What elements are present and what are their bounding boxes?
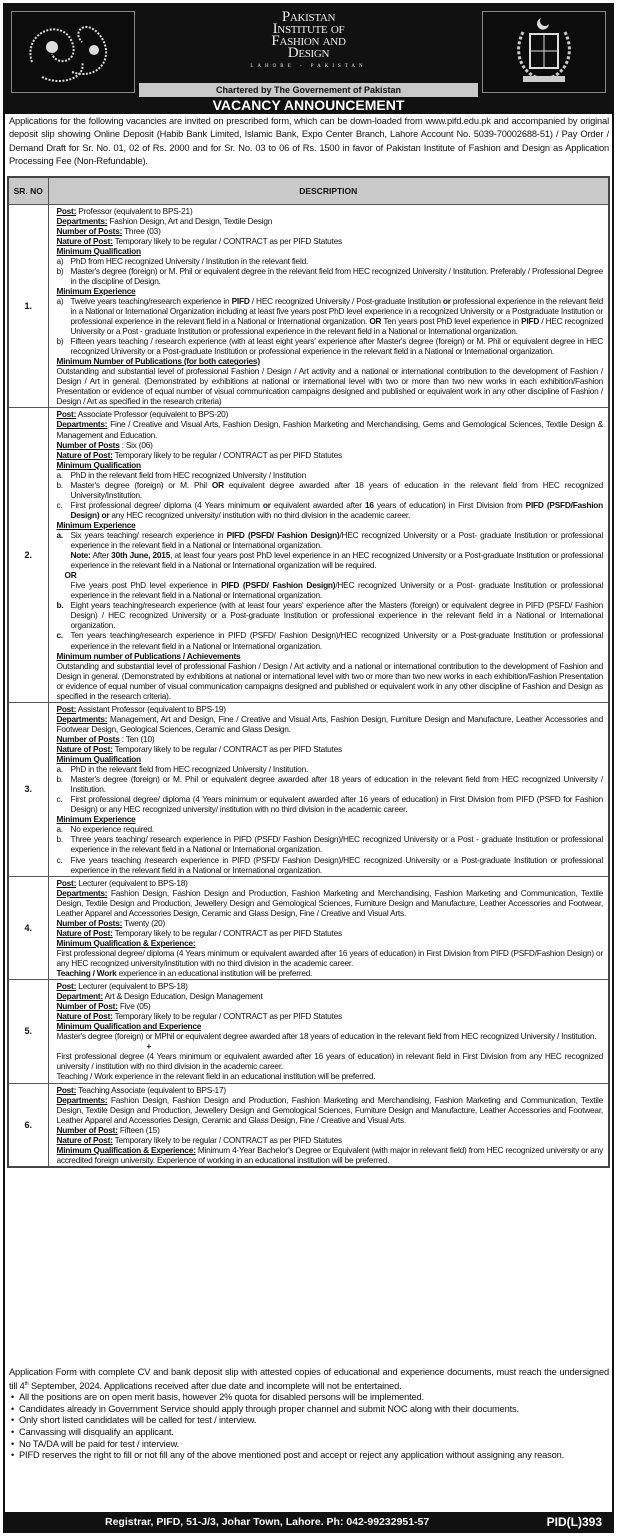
text-part: First professional degree/ diploma (4 Years minimum or equivalent awarded after 16 years of education) in First Division from PIFD (PSFD/Fashion Design) or any HEC recognized university/institution with no third division in the academic career. xyxy=(56,947,603,968)
text-part: PIFD (PSFD/ Fashion Design) xyxy=(226,530,340,540)
field-number-of-post xyxy=(57,1001,604,1011)
text-part: professional experience in the relevant field in a National or International Organization including at least five years post PhD level experience in a recognized University or a Postgraduate Institution or professional experience in the relevant field in a National or International organization. xyxy=(70,295,603,327)
sr-number: 6. xyxy=(8,1083,48,1167)
deadline-paragraph: Application Form with complete CV and bank deposit slip with attested copies of educational and experience documents, must reach the undersigned till 4th September, 2024. Applications received after due date and incomplete will not be entertained. xyxy=(9,1367,609,1391)
field-value: Temporary likely to be regular / CONTRACT as per PIFD Statutes xyxy=(114,449,342,460)
intro-paragraph: Applications for the following vacancies are invited on prescribed form, which can be down-loaded from www.pifd.edu.pk and accompanied by original deposit slip showing Online Deposit (Habib Bank Limited, Islamic Bank, Expo Center Branch, Lahore Account No. 5039-70002688-51) / Pay Order / Demand Draft for Sr. No. 01, 02 of Rs. 2000 and for Sr. No. 03 to 06 of Rs. 1500 in favor of Pakistan Institute of Fashion and Design as Application Processing Fee (Non-Refundable). xyxy=(9,116,609,166)
list-marker xyxy=(57,550,71,570)
field-value: Lecturer (equivalent to BPS-18) xyxy=(78,981,188,992)
text-part: 30th June, 2015 xyxy=(111,550,171,561)
field-post xyxy=(57,409,604,419)
list-text xyxy=(71,764,604,774)
location-subtitle: LAHORE - PAKISTAN xyxy=(250,64,367,69)
list-marker: b) xyxy=(56,265,64,276)
section-heading: Minimum Qualification and Experience xyxy=(56,1021,202,1032)
list-item xyxy=(57,470,604,480)
registrar-address: Registrar, PIFD, 51-J/3, Johar Town, Lahore. Ph: 042-99232951-57 xyxy=(105,1516,430,1528)
text-part: First professional degree/ diploma (4 Years minimum or equivalent awarded after 16 years of education) in First Division from PIFD (PSFD for Fashion Design) or any HEC recognized university/ institution with no third division in the academic career. xyxy=(70,794,603,815)
field-post xyxy=(57,878,604,888)
field-value: Temporary likely to be regular / CONTRACT as per PIFD Statutes xyxy=(114,743,342,754)
list-text xyxy=(71,336,604,356)
list-marker xyxy=(57,580,71,600)
bullet-item xyxy=(9,1450,609,1462)
text-part: equivalent degree awarded after 18 years of education in the relevant field from HEC recognized University/Institution. xyxy=(70,479,603,500)
text-part: Note: xyxy=(70,550,91,561)
list-text xyxy=(71,580,604,600)
field-number-of-posts xyxy=(57,440,604,450)
paragraph xyxy=(57,968,604,978)
field-value: Fashion Design, Fashion Design and Production, Fashion Marketing and Merchandising, Fashion Marketing and Communication, Textile Design, Textile Design and Production, Jewellery Design and Gemological Sciences, Furniture Design and Manufacture, Leather Accessories and Footwear, Leather Apparel and Accessories Design, Ceramic and Glass Design, Fine / Creative and Visual Arts. xyxy=(56,1094,604,1125)
charter-text: Chartered by The Governement of Pakistan xyxy=(139,83,478,97)
post-description xyxy=(48,1083,609,1167)
table-row xyxy=(8,702,609,876)
field-label: Number of Posts xyxy=(56,733,120,744)
list-item xyxy=(57,580,604,600)
text-part: /HEC recognized University or a Post- graduate Institution or professional experience in the relevant field in a National or International organization. xyxy=(70,530,603,551)
list-item xyxy=(57,530,604,550)
table-row xyxy=(8,980,609,1083)
text-part: or xyxy=(262,499,271,510)
field-value: Lecturer (equivalent to BPS-18) xyxy=(78,877,188,888)
list-marker: a. xyxy=(56,469,63,480)
paragraph xyxy=(57,366,604,406)
bullet-icon: • xyxy=(11,1450,15,1461)
field-departments xyxy=(57,216,604,226)
paragraph xyxy=(57,1051,604,1071)
post-description xyxy=(48,702,609,876)
field-label: Nature of Post: xyxy=(56,1134,113,1145)
bullet-icon: • xyxy=(11,1403,15,1414)
text-part: Master's degree (foreign) or M. Phil xyxy=(70,479,212,490)
field-nature-of-post xyxy=(57,744,604,754)
list-marker: b. xyxy=(56,479,63,490)
col-description: DESCRIPTION xyxy=(48,177,609,204)
list-text xyxy=(71,480,604,500)
bullet-icon: • xyxy=(11,1438,15,1449)
field-number-of-posts xyxy=(57,226,604,236)
list-item xyxy=(57,550,604,570)
field-value: Fashion Design, Art and Design, Textile Design xyxy=(109,215,273,226)
list-text xyxy=(71,794,604,814)
list-item xyxy=(57,500,604,520)
field-value: : Six (06) xyxy=(121,439,153,450)
field-value: Five (05) xyxy=(119,1001,151,1012)
field-value: Fine / Creative and Visual Arts, Fashion Design, Fashion Marketing and Merchandising, Gems and Gemological Sciences, Textile Design & Management and Education. xyxy=(56,419,603,440)
field-value: Fashion Design, Fashion Design and Production, Fashion Marketing and Merchandising, Fashion Marketing and Communication, Textile Design, Textile Design and Production, Jewellery Design and Gemological Sciences, Furniture Design and Manufacture, Leather Accessories and Footwear, Leather Apparel and Accessories Design, Ceramic and Glass Design, Fine / Creative and Visual Arts. xyxy=(56,887,604,918)
text-part: PIFD xyxy=(521,316,540,327)
paragraph xyxy=(57,661,604,701)
text-part: Teaching / Work experience in the relevant field in an educational institution will be preferred. xyxy=(56,1071,376,1082)
field-label: Number of Post: xyxy=(56,1124,118,1135)
text-part: OR xyxy=(369,316,382,327)
field-number-of-posts xyxy=(57,734,604,744)
section-heading: Minimum Experience xyxy=(56,285,136,296)
list-text xyxy=(71,256,604,266)
text-part: Fifteen years teaching / research experience (with at least eight years' experience after Master's degree (foreign) or M. Phil or equivalent degree in HEC recognized University or a Post-graduate Institution or professional experience in the relevant field in a National or International organization. xyxy=(70,336,603,357)
text-part: First professional degree (4 Years minimum or equivalent awarded after 16 years of education) in relevant field in First Division from any HEC recognized university / institution with no third division in the academic career. xyxy=(56,1051,603,1072)
text-part: equivalent awarded after xyxy=(270,499,365,510)
list-item xyxy=(57,824,604,834)
sr-number: 2. xyxy=(8,408,48,702)
text-part: After xyxy=(90,550,112,561)
list-marker: b. xyxy=(56,834,63,845)
field-label: Departments: xyxy=(56,713,108,724)
text-part: PIFD (PSFD/ Fashion Design) xyxy=(221,580,336,591)
sr-number: 4. xyxy=(8,876,48,979)
list-text xyxy=(71,834,604,854)
section-heading: Minimum Experience xyxy=(56,814,136,825)
list-item xyxy=(57,794,604,814)
field-nature-of-post xyxy=(57,1011,604,1021)
section-heading: Minimum Qualification & Experience: xyxy=(56,937,196,948)
field-label: Number of Posts: xyxy=(56,225,123,236)
field-label: Minimum Qualification & Experience: xyxy=(56,1144,196,1155)
field-value: Associate Professor (equivalent to BPS-20) xyxy=(77,409,229,420)
section-heading: Minimum Experience xyxy=(56,519,136,530)
field-value: Assistant Professor (equivalent to BPS-19) xyxy=(77,703,226,714)
sr-number: 5. xyxy=(8,980,48,1083)
bullet-text: PIFD reserves the right to fill or not fill any of the above mentioned post and accept or reject any application without assigning any reason. xyxy=(19,1450,565,1461)
list-item xyxy=(57,480,604,500)
government-emblem xyxy=(482,11,606,93)
field-departments xyxy=(57,419,604,439)
list-text xyxy=(71,266,604,286)
field-value: Fifteen (15) xyxy=(119,1124,160,1135)
text-part: PhD from HEC recognized University / Institution in the relevant field. xyxy=(70,255,309,266)
post-description xyxy=(48,204,609,408)
vacancy-announcement-title: VACANCY ANNOUNCEMENT xyxy=(5,97,612,114)
bullet-text: All the positions are on open merit basis, however 2% quota for disabled persons will be implemented. xyxy=(19,1392,424,1403)
text-part: Five years post PhD level experience in xyxy=(70,580,222,591)
post-description xyxy=(48,980,609,1083)
field-label: Nature of Post: xyxy=(56,235,113,246)
bullet-item xyxy=(9,1392,609,1404)
vacancy-table xyxy=(7,176,610,1168)
advertisement-frame xyxy=(3,3,614,1533)
field-label: Departments: xyxy=(56,1094,108,1105)
field-value: Three (03) xyxy=(124,225,161,236)
section-heading: Minimum Qualification xyxy=(56,245,141,256)
bullet-text: Only short listed candidates will be called for test / interview. xyxy=(19,1415,257,1426)
text-part: Master's degree (foreign) or M. Phil or equivalent degree in the relevant field from HEC recognized University / Institution. Preferably / Professional Degree in the discipline of Design. xyxy=(70,265,603,286)
text-part: Ten years teaching/research experience in PIFD (PSFD/ Fashion Design)/HEC recognized University or a Post-graduate Institution or professional experience in the relevant field in a National or International organization. xyxy=(70,630,603,651)
list-text xyxy=(71,500,604,520)
post-description xyxy=(48,876,609,979)
text-part: PhD in the relevant field from HEC recognized University / Institution. xyxy=(70,764,309,775)
field-label: Departments: xyxy=(56,887,108,898)
table-row xyxy=(8,408,609,702)
text-part: or xyxy=(442,295,451,306)
text-part: Twelve years teaching/research experience in xyxy=(70,295,232,306)
list-marker: c. xyxy=(56,499,63,510)
section-heading: Minimum Qualification xyxy=(56,754,141,765)
list-text xyxy=(71,470,604,480)
text-part: years of education) in First Division from xyxy=(373,499,526,510)
list-marker: c. xyxy=(56,630,63,641)
text-part: Five years teaching /research experience in PIFD (PSFD/ Fashion Design)/HEC recognized University or a Post-graduate Institution or professional experience in the relevant field in a National or International organization. xyxy=(70,854,603,875)
field-post xyxy=(57,1085,604,1095)
section-heading: Minimum Number of Publications (for both categories) xyxy=(56,356,260,367)
text-part: Outstanding and substantial level of professional Fashion / Design / Art activity and a national or international contribution to the development of Fashion and Design in general. (Demonstrated by exhibitions at national or international level with two or more than two new works in each exhibition/Fashion Presentation or evidence of equal number of visual communication campaigns designed and published or equivalent work in any other discipline of Fashion and Design as specified in the research criteria). xyxy=(56,660,603,701)
text-part: Master's degree (foreign) or MPhil or equivalent degree awarded after 18 years of education in the relevant field from HEC recognized University / Institution. xyxy=(56,1031,597,1042)
field-number-of-post xyxy=(57,1125,604,1135)
list-text xyxy=(71,630,604,650)
text-part: Three years teaching/ research experience in PIFD (PSFD/ Fashion Design)/HEC recognized University or a Post - graduate Institution or professional experience in the relevant field in a National or International organization. xyxy=(70,834,603,855)
bullet-text: Canvassing will disqualify an applicant. xyxy=(19,1427,174,1438)
text-part: , at least four years post PhD level experience in an HEC recognized University or a Post-graduate Institution or professional experience in the relevant field in a National or International organization will be required. xyxy=(70,550,604,571)
field-value: Management, Art and Design, Fine / Creative and Visual Arts, Fashion Design, Furniture Design and Manufacture, Leather Accessories and Footwear Design, Geological Sciences, Ceramic and Glass Design. xyxy=(56,713,603,734)
text-part: No experience required. xyxy=(70,824,154,835)
text-part: Master's degree (foreign) or M. Phil or equivalent degree awarded after 18 years of education in the relevant field from HEC recognized University / Institution. xyxy=(70,774,603,795)
field-label: Post: xyxy=(56,409,77,420)
field-nature-of-post xyxy=(57,450,604,460)
sr-number: 3. xyxy=(8,702,48,876)
list-marker: b) xyxy=(56,336,64,347)
field-post xyxy=(57,206,604,216)
text-part: OR xyxy=(211,479,224,490)
pifd-paisley-logo xyxy=(11,11,135,93)
field-label: Number of Post: xyxy=(56,1001,118,1012)
sr-number: 1. xyxy=(8,204,48,408)
field-label: Number of Posts: xyxy=(56,917,123,928)
list-item xyxy=(57,774,604,794)
list-item xyxy=(57,296,604,336)
field-label: Nature of Post: xyxy=(56,449,113,460)
bullet-icon: • xyxy=(11,1415,15,1426)
text-part: Ten years post PhD level experience in xyxy=(381,316,522,327)
field-departments xyxy=(57,888,604,918)
list-text xyxy=(71,600,604,630)
field-value: Temporary likely to be regular / CONTRACT as per PIFD Statutes xyxy=(114,1134,342,1145)
field-label: Post: xyxy=(56,877,77,888)
field-label: Post: xyxy=(56,703,77,714)
bullet-icon: • xyxy=(11,1427,15,1438)
list-marker: b. xyxy=(56,774,63,785)
bullet-item xyxy=(9,1415,609,1427)
bullet-text: No TA/DA will be paid for test / interview. xyxy=(19,1438,180,1449)
field-departments xyxy=(57,1095,604,1125)
field-value: Temporary likely to be regular / CONTRACT as per PIFD Statutes xyxy=(114,927,342,938)
text-part: 16 xyxy=(364,499,374,510)
list-text xyxy=(71,530,604,550)
pid-number: PID(L)393 xyxy=(546,1515,602,1529)
field-value: Minimum 4-Year Bachelor's Degree or Equivalent (with major in relevant field) from HEC recognized university or any accredited foreign university. Experience of working in an educational institution will be preferred. xyxy=(56,1144,603,1165)
text-part: Teaching / Work xyxy=(56,968,117,979)
field-nature-of-post xyxy=(57,1135,604,1145)
list-item xyxy=(57,600,604,630)
bullet-icon: • xyxy=(11,1392,15,1403)
text-part: / HEC recognized University or a Post - graduate Institution or professional experience in the relevant field in a National or International organization. xyxy=(70,316,604,337)
field-label: Nature of Post: xyxy=(56,743,113,754)
list-text xyxy=(71,296,604,336)
paragraph xyxy=(57,1031,604,1041)
bullet-item xyxy=(9,1427,609,1439)
field-department xyxy=(57,991,604,1001)
field-value: Art & Design Education, Design Management xyxy=(104,991,263,1002)
list-item xyxy=(57,256,604,266)
list-marker: c. xyxy=(56,794,63,805)
text-part: Outstanding and substantial level of professional Fashion / Design / Art activity and a national or international contribution to the development of Fashion / Design / Art in general. (Demonstrated by exhibitions at national or international level with two or more than two new works in each exhibition/Fashion Presentation or evidence of equal number of visual communication campaigns designed and published or equivalent work in any other discipline of Fashion / Design / Art as specified in the research criteria) xyxy=(56,366,603,407)
text-part: PIFD (PSFD/Fashion Design) or xyxy=(70,499,604,520)
list-text xyxy=(71,550,604,570)
field-post xyxy=(57,704,604,714)
plus-separator: + xyxy=(146,1041,152,1052)
field-label: Department: xyxy=(56,991,103,1002)
field-nature-of-post xyxy=(57,928,604,938)
list-marker: b. xyxy=(56,600,64,611)
field-value: Professor (equivalent to BPS-21) xyxy=(78,205,193,216)
list-item xyxy=(57,630,604,650)
field-value: Temporary likely to be regular / CONTRACT as per PIFD Statutes xyxy=(114,235,342,246)
footer-notes xyxy=(9,1367,609,1462)
bullet-text: Candidates already in Government Service should apply through proper channel and submit NOC along with their documents. xyxy=(19,1403,519,1414)
field-label: Departments: xyxy=(56,215,108,226)
field-label: Nature of Post: xyxy=(56,1011,113,1022)
table-row xyxy=(8,876,609,979)
list-marker: a. xyxy=(56,824,63,835)
field-number-of-posts xyxy=(57,918,604,928)
list-item xyxy=(57,266,604,286)
text-part: experience in an educational institution will be preferred. xyxy=(116,968,313,979)
field-label: Number of Posts xyxy=(56,439,120,450)
text-part: Six years teaching/ research experience in xyxy=(70,530,227,540)
list-item xyxy=(57,834,604,854)
field-label: Post: xyxy=(56,1084,77,1095)
field-label: Departments: xyxy=(56,419,108,430)
field-label: Nature of Post: xyxy=(56,927,113,938)
list-marker: a. xyxy=(56,530,63,540)
list-marker: a) xyxy=(56,295,64,306)
field-nature-of-post xyxy=(57,236,604,246)
field-label: Post: xyxy=(56,981,77,992)
bullet-item xyxy=(9,1404,609,1416)
field-label: Post: xyxy=(56,205,77,216)
text-part: / HEC recognized University / Post-graduate Institution xyxy=(249,295,443,306)
list-text xyxy=(71,774,604,794)
list-text xyxy=(71,824,604,834)
list-item xyxy=(57,764,604,774)
contact-bar xyxy=(5,1512,612,1533)
list-marker: a) xyxy=(56,255,64,266)
paragraph xyxy=(57,948,604,968)
field-value: Teaching Associate (equivalent to BPS-17) xyxy=(78,1084,226,1095)
post-description xyxy=(48,408,609,702)
field-minimum-qualification-experience xyxy=(57,1145,604,1165)
text-part: any HEC recognized university/ institution with no third division in the academic career. xyxy=(109,509,411,520)
text-part: /HEC recognized University or a Post- graduate Institution or professional experience in the relevant field in a National or International organization. xyxy=(70,580,603,601)
bullet-item xyxy=(9,1439,609,1451)
table-row xyxy=(8,204,609,408)
text-part: First professional degree/ diploma (4 Years minimum xyxy=(70,499,263,510)
header-band xyxy=(5,5,612,97)
text-part: PIFD xyxy=(231,295,250,306)
list-marker: c. xyxy=(56,854,63,865)
list-item xyxy=(57,336,604,356)
col-sr-no: SR. NO xyxy=(8,177,48,204)
table-row xyxy=(8,1083,609,1167)
section-heading: Minimum Qualification xyxy=(56,459,141,470)
list-text xyxy=(71,855,604,875)
list-item xyxy=(57,855,604,875)
field-departments xyxy=(57,714,604,734)
text-part: Eight years teaching/research experience (with at least four years' experience after the Masters (foreign) or equivalent degree in PIFD (PSFD/ Fashion Design) / HEC recognized University or a Post-graduate Institution or professional experience in the relevant field in a National or International organization. xyxy=(70,600,603,631)
field-value: Temporary likely to be regular / CONTRACT as per PIFD Statutes xyxy=(114,1011,342,1022)
institute-title: Pakistan Institute of Fashion and Design LAHORE - PAKISTAN xyxy=(140,11,477,81)
text-part: PhD in the relevant field from HEC recognized University / Institution xyxy=(70,469,306,480)
field-value: : Ten (10) xyxy=(121,733,155,744)
list-marker: a. xyxy=(56,764,63,775)
field-post xyxy=(57,981,604,991)
or-separator: OR xyxy=(64,570,77,581)
field-value: Twenty (20) xyxy=(124,917,166,928)
section-heading: Minimum number of Publications / Achievements xyxy=(56,650,241,661)
paragraph xyxy=(57,1071,604,1081)
